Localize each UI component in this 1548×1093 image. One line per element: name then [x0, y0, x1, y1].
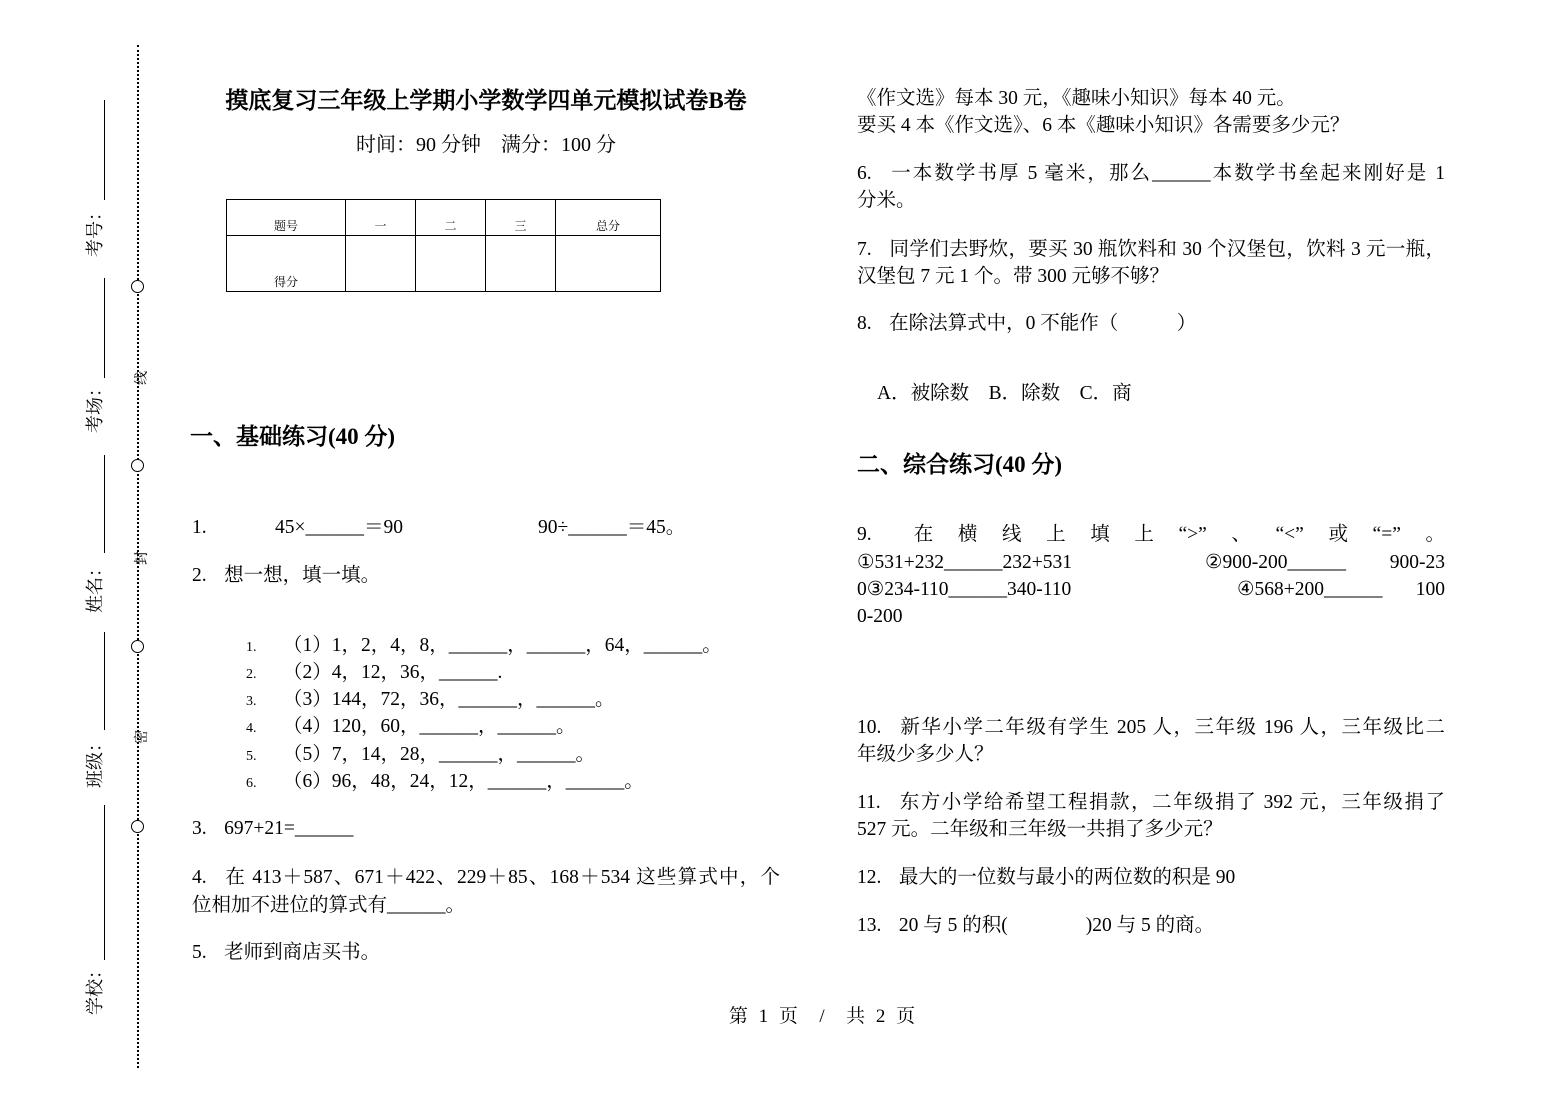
- q1-part-a: 45×______＝90: [275, 517, 403, 538]
- q2-item-text: （6）96，48，24，12，______，______。: [283, 771, 644, 792]
- q5-line3: 要买 4 本《作文选》、6 本《趣味小知识》各需要多少元？: [857, 115, 1350, 136]
- q1-number: 1.: [192, 517, 207, 538]
- q12: [857, 867, 1235, 889]
- q7-line2: 汉堡包 7 元 1 个。带 300 元够不够？: [857, 266, 1170, 287]
- label-class: 班级：: [85, 734, 105, 788]
- q2-item-number: 2.: [246, 667, 257, 682]
- score-table-header: 一: [346, 200, 416, 236]
- q13: [857, 915, 1214, 937]
- q2-item: [246, 689, 615, 713]
- score-table-header: 三: [486, 200, 556, 236]
- q8: [857, 313, 1196, 335]
- score-cell: [346, 236, 416, 292]
- q2-item-text: （3）144，72，36，______，______。: [283, 689, 615, 710]
- q9-compare-1: ①531+232______232+531: [857, 552, 1072, 573]
- name-blank: [104, 455, 105, 553]
- seal-mark-line: 线: [135, 371, 150, 385]
- q5-number: 5.: [192, 942, 207, 963]
- q13-number: 13.: [857, 915, 882, 936]
- q10-line1: [857, 717, 1445, 739]
- q3-number: 3.: [192, 818, 207, 839]
- q11-text: 东方小学给希望工程捐款，二年级捐了 392 元，三年级捐了: [898, 792, 1445, 813]
- seal-mark-seal: 封: [135, 551, 150, 565]
- score-row-label: 得分: [227, 236, 346, 292]
- q2-item: [246, 635, 722, 659]
- label-school: 学校：: [85, 961, 105, 1015]
- score-cell: [416, 236, 486, 292]
- section-heading-basic: 一、基础练习(40 分): [190, 424, 396, 449]
- q2-number: 2.: [192, 565, 207, 586]
- q9-compare-3: 0③234-110______340-110: [857, 579, 1072, 600]
- school-blank: [104, 805, 105, 960]
- q2-item-number: 1.: [246, 640, 257, 655]
- q8-options: A．被除数 B．除数 C．商: [877, 383, 1132, 404]
- q11-line1: [857, 792, 1445, 814]
- q12-number: 12.: [857, 867, 882, 888]
- score-cell: [486, 236, 556, 292]
- q2-item-text: （4）120，60，______，______。: [283, 716, 576, 737]
- binding-hole: [131, 820, 144, 833]
- page-title: 摸底复习三年级上学期小学数学四单元模拟试卷B卷: [225, 88, 747, 113]
- q9-compare-2: ②900-200______: [1205, 552, 1346, 573]
- q1-part-b: 90÷______＝45。: [538, 517, 686, 538]
- page-number: 第 1 页 / 共 2 页: [728, 1006, 916, 1027]
- q8-number: 8.: [857, 313, 872, 334]
- q5-text: 老师到商店买书。: [224, 942, 381, 963]
- class-blank: [104, 632, 105, 730]
- score-table: [226, 199, 661, 292]
- q9-text: 在横线上填上“>”、“<”或“=”。: [889, 524, 1445, 545]
- q2-item-number: 3.: [246, 694, 257, 709]
- q10-line2: 年级少多少人？: [857, 744, 994, 765]
- q10-text: 新华小学二年级有学生 205 人，三年级 196 人，三年级比二: [898, 717, 1445, 738]
- q7-text: 同学们去野炊，要买 30 瓶饮料和 30 个汉堡包，饮料 3 元一瓶，: [889, 239, 1445, 260]
- q2-item-text: （5）7，14，28，______，______。: [283, 744, 596, 765]
- q6-number: 6.: [857, 163, 872, 184]
- q2-item-number: 5.: [246, 749, 257, 764]
- q4-line2: 位相加不进位的算式有______。: [192, 895, 466, 916]
- q11-number: 11.: [857, 792, 881, 813]
- label-exam-number: 考号：: [85, 203, 105, 257]
- q7-line1: [857, 239, 1445, 261]
- q11-line2: 527 元。二年级和三年级一共捐了多少元？: [857, 819, 1223, 840]
- q2-item-text: （2）4，12，36，______.: [283, 662, 503, 683]
- q9-compare-4-cont: 100: [1415, 579, 1445, 600]
- exam-number-blank: [104, 100, 105, 200]
- binding-hole: [131, 280, 144, 293]
- q6-text: 一本数学书厚 5 毫米，那么______本数学书垒起来刚好是 1: [889, 163, 1445, 184]
- binding-hole: [131, 459, 144, 472]
- q3-text: 697+21=______: [224, 818, 354, 839]
- q9-number: 9.: [857, 524, 872, 545]
- q4-line1: [192, 867, 780, 889]
- seal-mark-secret: 密: [135, 730, 150, 744]
- score-cell: [556, 236, 661, 292]
- exam-room-blank: [104, 278, 105, 378]
- q5-line2: 《作文选》每本 30 元，《趣味小知识》每本 40 元。: [857, 88, 1296, 109]
- q6-line2: 分米。: [857, 190, 916, 211]
- q4-text: 在 413＋587、671＋422、229＋85、168＋534 这些算式中，个: [224, 867, 780, 888]
- q9-line1: [857, 524, 1445, 546]
- binding-hole: [131, 640, 144, 653]
- label-exam-room: 考场：: [85, 379, 105, 433]
- q2-item: [246, 716, 576, 740]
- q2-item-text: （1）1，2，4，8，______，______，64，______。: [283, 635, 722, 656]
- q12-text: 最大的一位数与最小的两位数的积是 90: [898, 867, 1236, 888]
- score-table-header: 题号: [227, 200, 346, 236]
- q5: [192, 942, 380, 964]
- q2-item: [246, 744, 595, 768]
- q2-item-number: 4.: [246, 721, 257, 736]
- q9-compare-4-end: 0-200: [857, 606, 903, 627]
- exam-time-and-score: 时间：90 分钟 满分：100 分: [356, 134, 616, 156]
- label-name: 姓名：: [85, 559, 105, 613]
- q2-item: [246, 771, 644, 795]
- q9-compare-4: ④568+200______: [1237, 579, 1383, 600]
- score-table-header: 总分: [556, 200, 661, 236]
- q2-item-number: 6.: [246, 776, 257, 791]
- q10-number: 10.: [857, 717, 882, 738]
- q2-text: 想一想，填一填。: [224, 565, 381, 586]
- q9-compare-2-cont: 900-23: [1389, 552, 1445, 573]
- q3: [192, 818, 353, 840]
- q7-number: 7.: [857, 239, 872, 260]
- q8-text: 在除法算式中，0 不能作（ ）: [889, 313, 1197, 334]
- section-heading-comprehensive: 二、综合练习(40 分): [857, 452, 1063, 477]
- q13-text: 20 与 5 的积( )20 与 5 的商。: [898, 915, 1215, 936]
- q6-line1: [857, 163, 1445, 185]
- q2: [192, 565, 380, 587]
- q2-item: [246, 662, 502, 686]
- score-table-header: 二: [416, 200, 486, 236]
- q4-number: 4.: [192, 867, 207, 888]
